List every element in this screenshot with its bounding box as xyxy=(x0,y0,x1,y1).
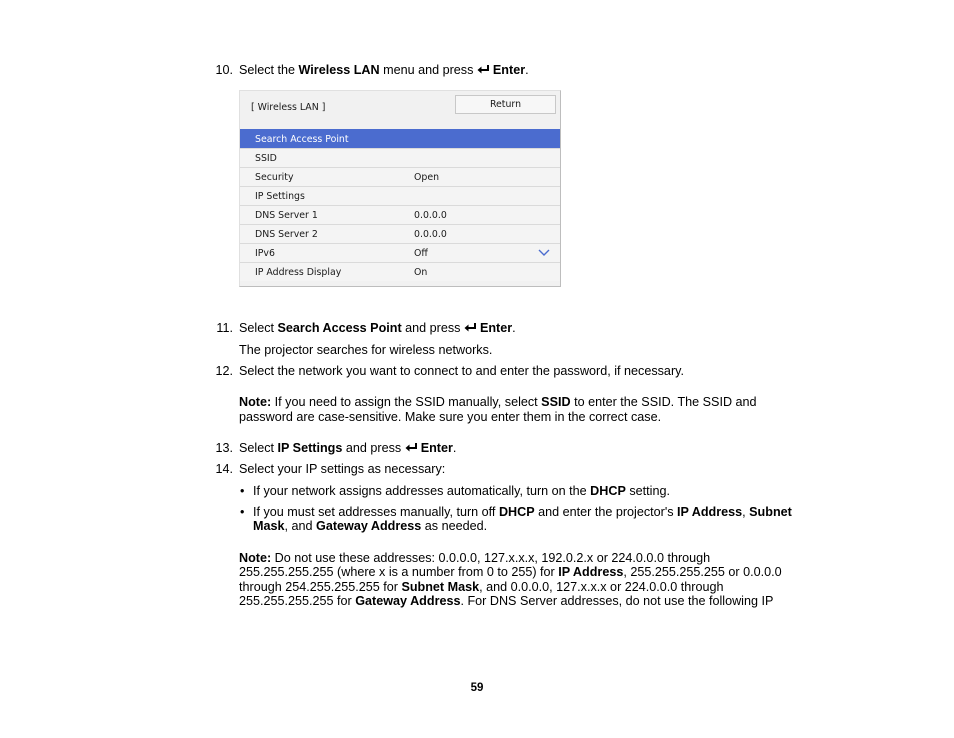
wireless-lan-menu xyxy=(239,90,561,287)
dns-server-1-value: 0.0.0.0 xyxy=(414,210,447,221)
note-addresses-line-2: 255.255.255.255 (where x is a number from 0 to 255) for IP Address, 255.255.255.255 or 0.0.0.0 xyxy=(239,565,782,579)
bullet-marker: • xyxy=(240,505,245,519)
chevron-down-icon[interactable] xyxy=(538,248,550,257)
note-addresses-line-4: 255.255.255.255 for Gateway Address. For DNS Server addresses, do not use the following IP xyxy=(239,594,774,608)
bullet-manual-line-2: Mask, and Gateway Address as needed. xyxy=(253,519,488,533)
bullet-marker: • xyxy=(240,484,245,498)
step-10-text: Select the Wireless LAN menu and press Enter. xyxy=(239,63,529,77)
note-ssid-line-2: password are case-sensitive. Make sure you enter them in the correct case. xyxy=(239,410,662,424)
menu-title: [ Wireless LAN ] xyxy=(251,102,326,113)
ip-address-display-value: On xyxy=(414,267,428,278)
step-number: 12. xyxy=(215,364,233,378)
step-13-text: Select IP Settings and press Enter. xyxy=(239,441,457,455)
menu-list xyxy=(240,129,560,281)
return-button[interactable]: Return xyxy=(455,95,556,114)
step-number: 10. xyxy=(215,63,233,77)
step-number: 11. xyxy=(216,321,233,335)
step-14-text: Select your IP settings as necessary: xyxy=(239,462,446,476)
enter-return-arrow-icon xyxy=(405,442,418,453)
security-value: Open xyxy=(414,172,440,183)
step-12-text: Select the network you want to connect to and enter the password, if necessary. xyxy=(239,364,684,378)
menu-item-security[interactable]: Security Open xyxy=(240,167,560,186)
note-addresses-line-1: Note: Do not use these addresses: 0.0.0.0, 127.x.x.x, 192.0.2.x or 224.0.0.0 through xyxy=(239,551,711,565)
menu-item-dns-server-2[interactable]: DNS Server 2 0.0.0.0 xyxy=(240,224,560,243)
menu-item-ip-settings[interactable]: IP Settings xyxy=(240,186,560,205)
step-11-text: Select Search Access Point and press Enter. xyxy=(239,321,516,335)
bullet-manual-line-1: If you must set addresses manually, turn off DHCP and enter the projector's IP Address, Subnet xyxy=(253,505,792,519)
enter-return-arrow-icon xyxy=(477,64,490,75)
note-addresses-line-3: through 254.255.255.255 for Subnet Mask, and 0.0.0.0, 127.x.x.x or 224.0.0.0 through xyxy=(239,580,724,594)
menu-item-ip-address-display[interactable]: IP Address Display On xyxy=(240,262,560,281)
ipv6-value: Off xyxy=(414,248,428,259)
step-11-result: The projector searches for wireless networks. xyxy=(239,343,493,357)
step-number: 14. xyxy=(215,462,233,476)
menu-item-search-access-point[interactable]: Search Access Point xyxy=(240,129,560,148)
menu-item-dns-server-1[interactable]: DNS Server 1 0.0.0.0 xyxy=(240,205,560,224)
dns-server-2-value: 0.0.0.0 xyxy=(414,229,447,240)
menu-item-ipv6[interactable]: IPv6 Off xyxy=(240,243,560,262)
page-number: 59 xyxy=(470,682,484,694)
enter-return-arrow-icon xyxy=(464,322,477,333)
step-number: 13. xyxy=(215,441,233,455)
bullet-dhcp-on: If your network assigns addresses automatically, turn on the DHCP setting. xyxy=(253,484,670,498)
menu-item-ssid[interactable]: SSID xyxy=(240,148,560,167)
note-ssid: Note: If you need to assign the SSID manually, select SSID to enter the SSID. The SSID and xyxy=(239,395,757,409)
